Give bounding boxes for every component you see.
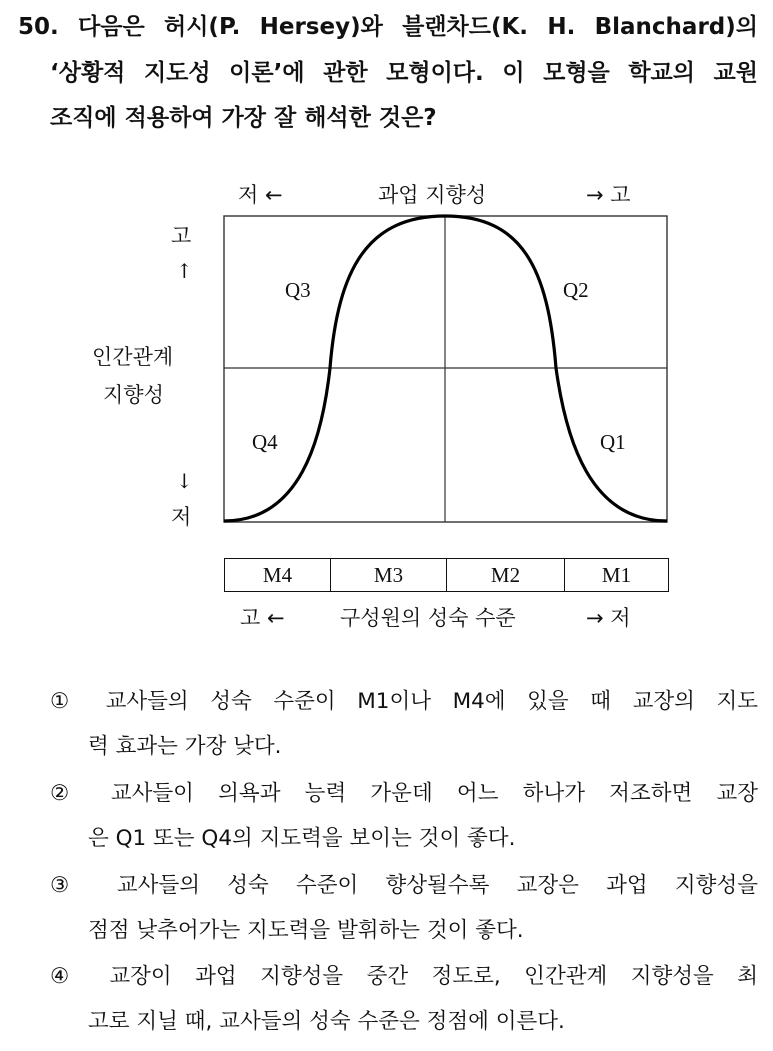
up-arrow-icon: ↑ [176, 259, 193, 283]
bottom-axis-title: 구성원의 성숙 수준 [340, 606, 516, 630]
option-4-marker: ④ [50, 964, 86, 989]
option-1-marker: ① [50, 689, 85, 714]
maturity-m1: M1 [601, 562, 632, 587]
option-4-line-2: 고로 지닐 때, 교사들의 성숙 수준은 정점에 이른다. [88, 1009, 565, 1034]
top-axis-high: → 고 [586, 183, 631, 207]
left-axis-title-2: 지향성 [103, 383, 164, 407]
question-line-2: ‘상황적 지도성 이론’에 관한 모형이다. 이 모형을 학교의 교원 [50, 60, 758, 86]
bottom-axis-high: 고 ← [240, 606, 285, 630]
option-2-marker: ② [50, 781, 87, 806]
option-2-line-1[interactable] [50, 780, 758, 808]
question-text-1: 다음은 허시(P. Hersey)와 블랜차드(K. H. Blanchard)의 [78, 14, 758, 40]
option-1-text: 교사들의 성숙 수준이 M1이나 M4에 있을 때 교장의 지도 [105, 689, 758, 714]
left-axis-high: 고 [171, 224, 192, 248]
option-3-line-2: 점점 낮추어가는 지도력을 발휘하는 것이 좋다. [88, 918, 524, 943]
quadrant-q2: Q2 [563, 278, 589, 302]
maturity-table [224, 558, 669, 592]
quadrant-q3: Q3 [285, 278, 311, 302]
left-axis-low: 저 [171, 505, 192, 529]
down-arrow-icon: ↓ [176, 469, 193, 493]
quadrant-q4: Q4 [252, 430, 278, 454]
option-1-line-1[interactable] [50, 688, 758, 716]
top-axis-low: 저 ← [238, 183, 283, 207]
option-3-marker: ③ [50, 873, 90, 898]
option-1-line-2: 력 효과는 가장 낮다. [88, 734, 282, 759]
option-2-text: 교사들이 의욕과 능력 가운데 어느 하나가 저조하면 교장 [110, 781, 759, 806]
bottom-axis-low: → 저 [586, 606, 631, 630]
option-3-line-1[interactable] [50, 872, 758, 900]
question-line-3: 조직에 적용하여 가장 잘 해석한 것은? [50, 105, 437, 131]
option-4-line-1[interactable] [50, 963, 758, 991]
top-axis-title: 과업 지향성 [378, 183, 487, 207]
question-number: 50. [18, 14, 59, 40]
maturity-m2: M2 [447, 559, 565, 591]
left-axis-title-1: 인간관계 [92, 345, 174, 369]
option-3-text: 교사들의 성숙 수준이 향상될수록 교장은 과업 지향성을 [116, 873, 758, 898]
maturity-m4: M4 [225, 559, 331, 591]
quadrant-q1: Q1 [600, 430, 626, 454]
maturity-m3: M3 [331, 559, 447, 591]
option-4-text: 교장이 과업 지향성을 중간 정도로, 인간관계 지향성을 최 [109, 964, 758, 989]
option-2-line-2: 은 Q1 또는 Q4의 지도력을 보이는 것이 좋다. [88, 826, 516, 851]
